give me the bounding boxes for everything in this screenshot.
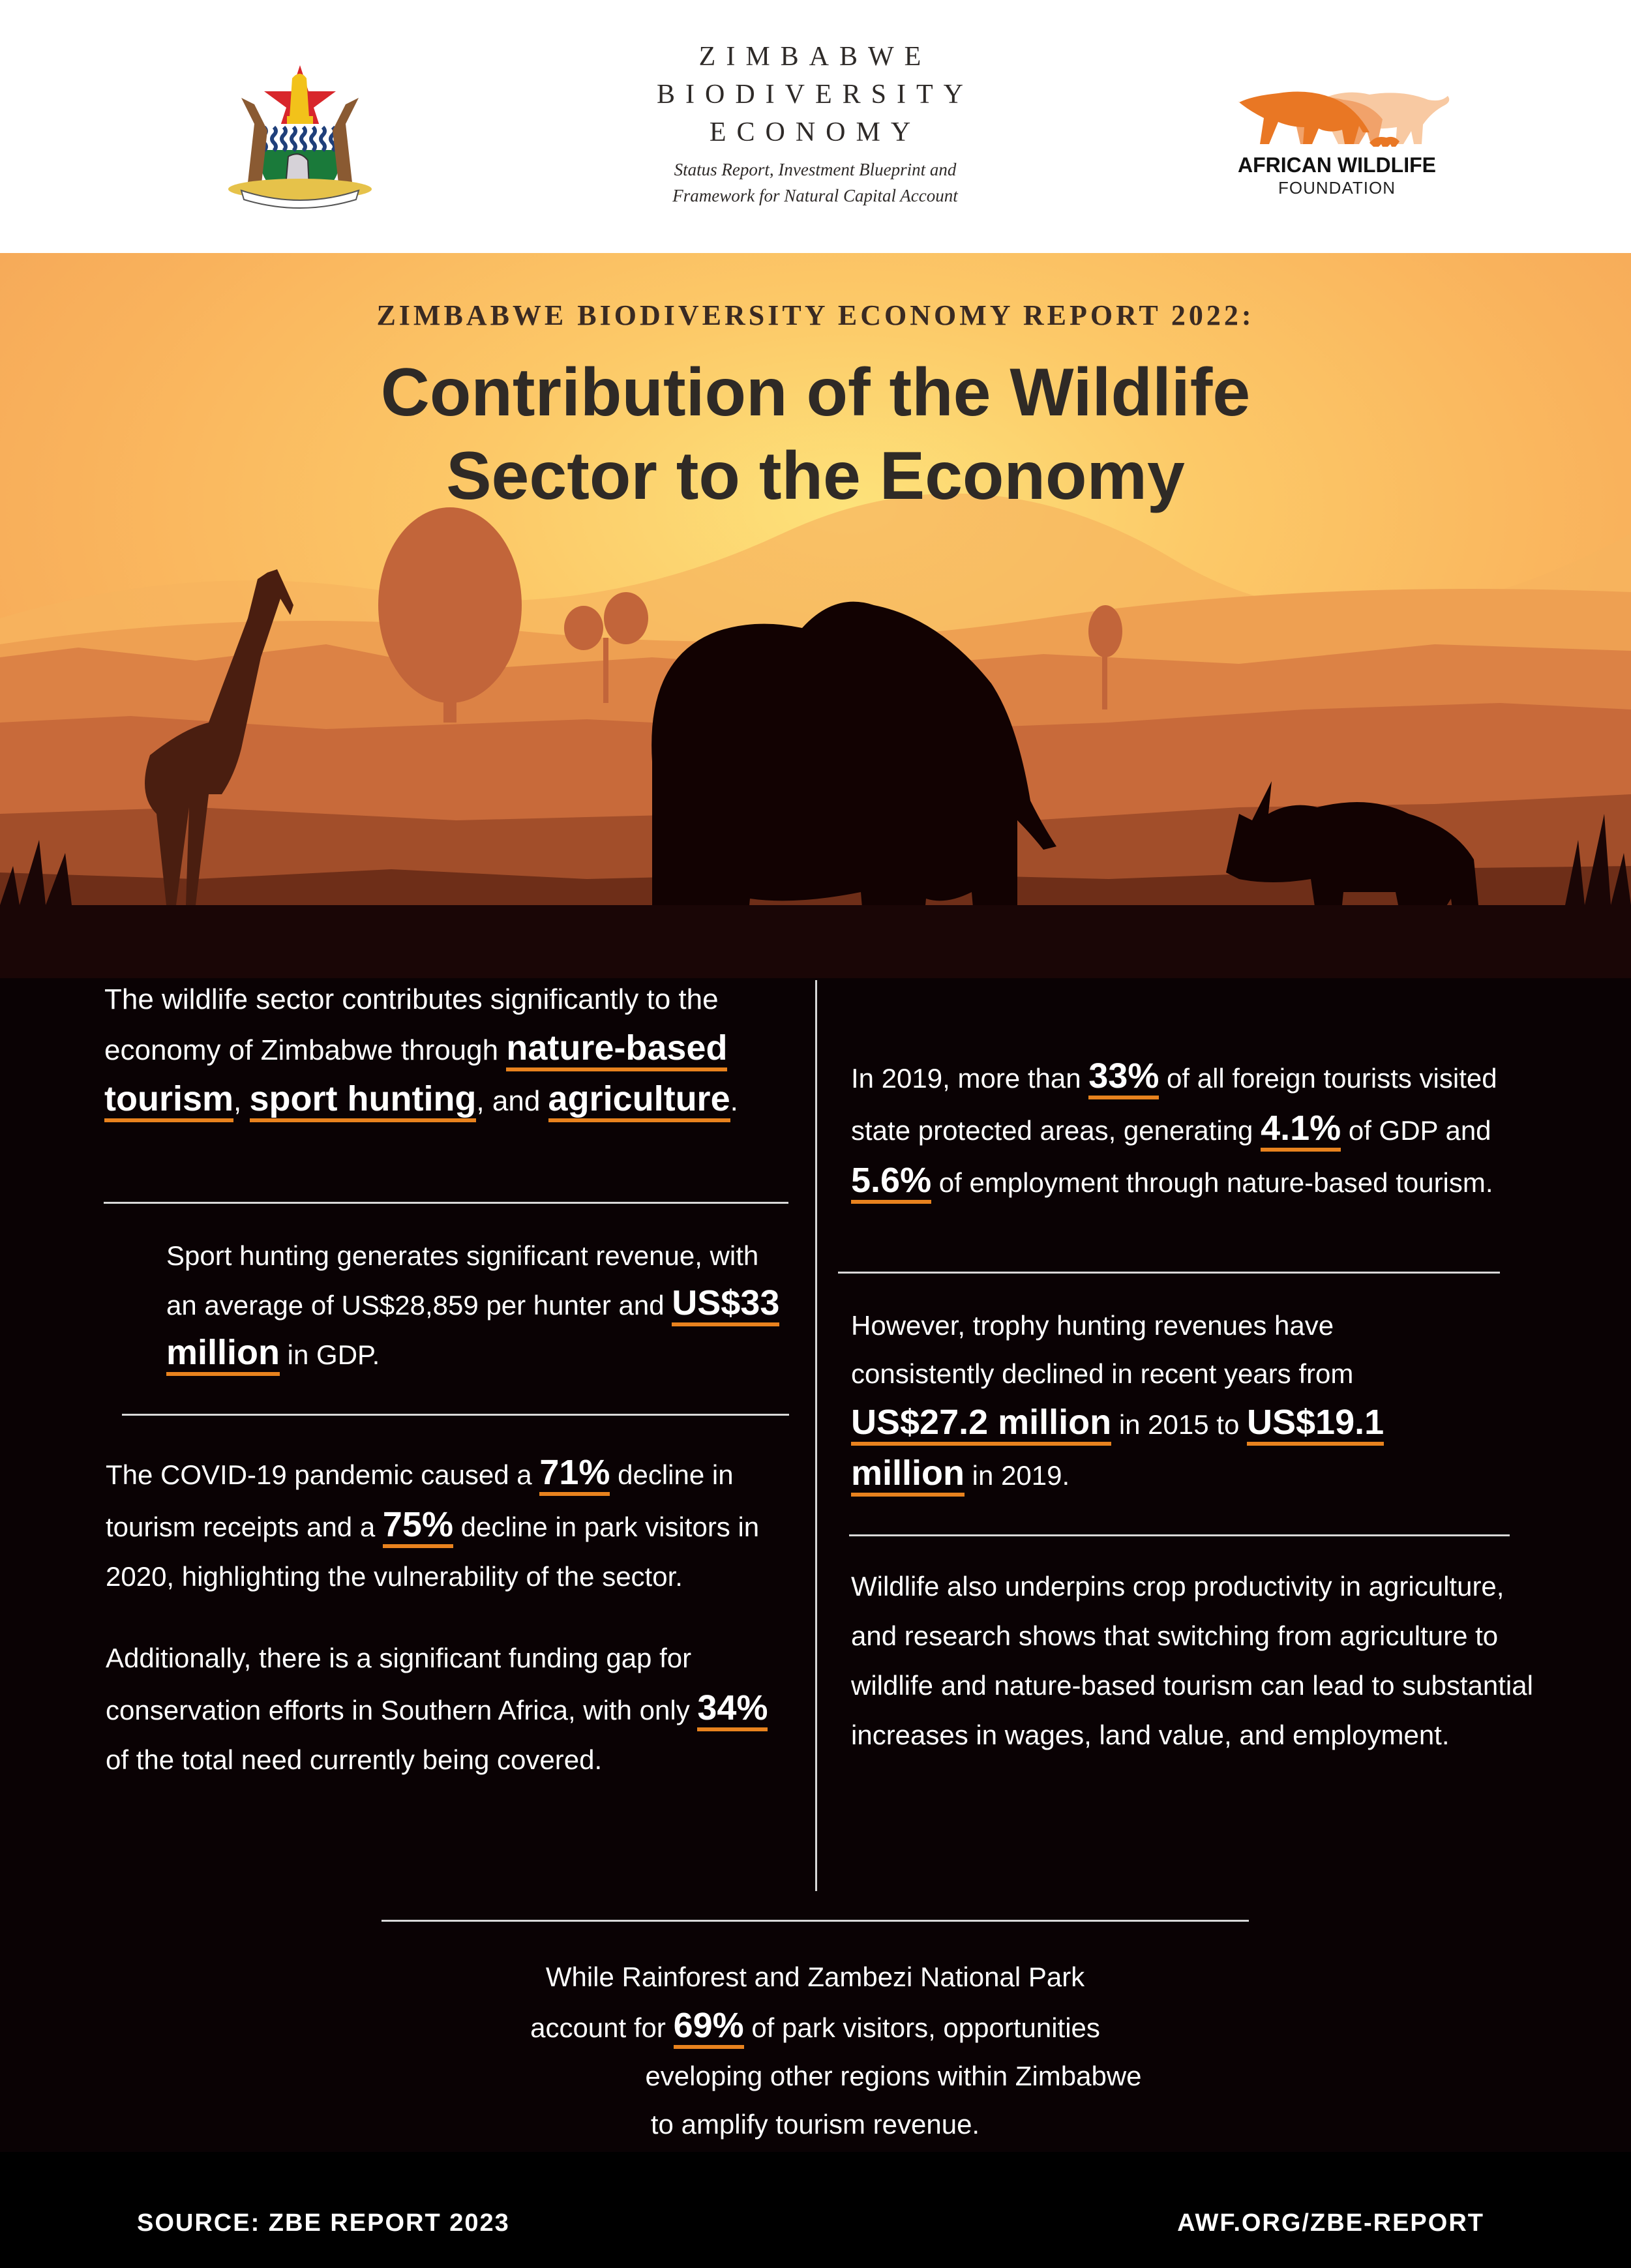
brand-line-2: BIODIVERSITY xyxy=(657,80,974,110)
source-label: SOURCE: ZBE REPORT 2023 xyxy=(137,2209,510,2237)
intro-end: . xyxy=(730,1085,738,1117)
intro-sep-1: , xyxy=(233,1085,242,1117)
awf-logo-sub: FOUNDATION xyxy=(1278,178,1396,198)
highlight-34-percent: 34% xyxy=(697,1688,768,1731)
trophy-end: in 2019. xyxy=(972,1460,1070,1491)
brand-subtitle-line-2: Framework for Natural Capital Account xyxy=(672,186,958,205)
funding-text: Additionally, there is a significant funding gap for conservation efforts in Southern Africa, with only xyxy=(106,1643,692,1725)
highlight-us19-1-million: US$19.1 million xyxy=(851,1403,1384,1497)
highlight-4-1-percent: 4.1% xyxy=(1261,1109,1341,1152)
brand-subtitle-line-1: Status Report, Investment Blueprint and xyxy=(674,160,957,179)
covid-mid: decline in tourism receipts and a xyxy=(106,1459,734,1542)
highlight-5-6-percent: 5.6% xyxy=(851,1161,931,1204)
brand-subtitle xyxy=(587,157,1043,209)
highlight-us33-million: US$33 million xyxy=(166,1283,779,1376)
covid-end: decline in park visitors in 2020, highlighting the vulnerability of the sector. xyxy=(106,1512,760,1592)
report-kicker: ZIMBABWE BIODIVERSITY ECONOMY REPORT 2022: xyxy=(376,299,1255,331)
intro-paragraph xyxy=(104,976,796,1126)
divider xyxy=(122,1414,789,1416)
awf-logo-name: AFRICAN WILDLIFE xyxy=(1238,153,1436,177)
header xyxy=(0,0,1631,253)
elephant-herd-icon xyxy=(1220,82,1454,153)
bottom-line-2: account for 69% of park visitors, opportunities xyxy=(365,2001,1265,2052)
tourism-mid-2: of GDP and xyxy=(1348,1115,1491,1146)
highlight-69-percent: 69% xyxy=(674,2006,744,2049)
funding-end: of the total need currently being covered. xyxy=(106,1744,603,1775)
zimbabwe-coat-of-arms-icon xyxy=(215,52,385,209)
divider xyxy=(849,1534,1510,1536)
highlight-71-percent: 71% xyxy=(539,1453,610,1496)
report-brand xyxy=(587,38,1043,209)
brand-line-3: ECONOMY xyxy=(709,117,921,147)
trophy-mid: in 2015 to xyxy=(1118,1409,1240,1440)
trophy-text: However, trophy hunting revenues have consistently declined in recent years from xyxy=(851,1310,1354,1389)
hunting-text: Sport hunting generates significant revenue, with an average of US$28,859 per hunter and xyxy=(166,1240,759,1321)
tourism-end: of employment through nature-based tourism. xyxy=(938,1167,1493,1198)
tourism-text: In 2019, more than xyxy=(851,1063,1081,1094)
tourism-paragraph xyxy=(851,1051,1516,1208)
intro-sep-2: , and xyxy=(476,1085,541,1117)
agriculture-paragraph xyxy=(851,1562,1536,1760)
page-title xyxy=(0,351,1631,518)
highlight-nature-based-tourism: nature-based tourism xyxy=(104,1028,727,1122)
divider xyxy=(104,1202,788,1204)
bottom-line-1: While Rainforest and Zambezi National Park xyxy=(545,1962,1085,1992)
hunting-paragraph xyxy=(166,1232,792,1379)
divider xyxy=(838,1272,1500,1274)
park-visitors-paragraph xyxy=(365,1953,1265,2149)
title-line-2: Sector to the Economy xyxy=(446,438,1185,514)
column-divider xyxy=(815,980,817,1891)
footer xyxy=(0,2152,1631,2268)
highlight-us27-2-million: US$27.2 million xyxy=(851,1403,1111,1446)
bottom-line-4: to amplify tourism revenue. xyxy=(650,2109,980,2140)
covid-text: The COVID-19 pandemic caused a xyxy=(106,1459,532,1490)
highlight-sport-hunting: sport hunting xyxy=(250,1079,477,1122)
bottom-line-3: eveloping other regions within Zimbabwe xyxy=(645,2061,1142,2091)
trophy-paragraph xyxy=(851,1302,1405,1500)
awf-logo xyxy=(1220,82,1454,199)
report-url-link[interactable]: AWF.ORG/ZBE-REPORT xyxy=(1177,2209,1484,2237)
tourism-mid-1: of all foreign tourists visited state protected areas, generating xyxy=(851,1063,1497,1146)
funding-paragraph xyxy=(106,1634,797,1785)
agriculture-text: Wildlife also underpins crop productivity in agriculture, and research shows that switching from agriculture to wildlife and nature-based tourism can lead to substantial increases in wages, land value, and employment. xyxy=(851,1571,1533,1750)
highlight-agriculture: agriculture xyxy=(548,1079,730,1122)
title-line-1: Contribution of the Wildlife xyxy=(380,355,1251,430)
brand-line-1: ZIMBABWE xyxy=(698,42,932,72)
covid-paragraph xyxy=(106,1448,790,1602)
divider xyxy=(382,1920,1249,1922)
highlight-75-percent: 75% xyxy=(383,1505,453,1548)
hunting-end: in GDP. xyxy=(287,1339,380,1370)
highlight-33-percent: 33% xyxy=(1088,1056,1159,1099)
hero-banner xyxy=(0,253,1631,978)
intro-text: The wildlife sector contributes significantly to the economy of Zimbabwe through xyxy=(104,983,719,1066)
